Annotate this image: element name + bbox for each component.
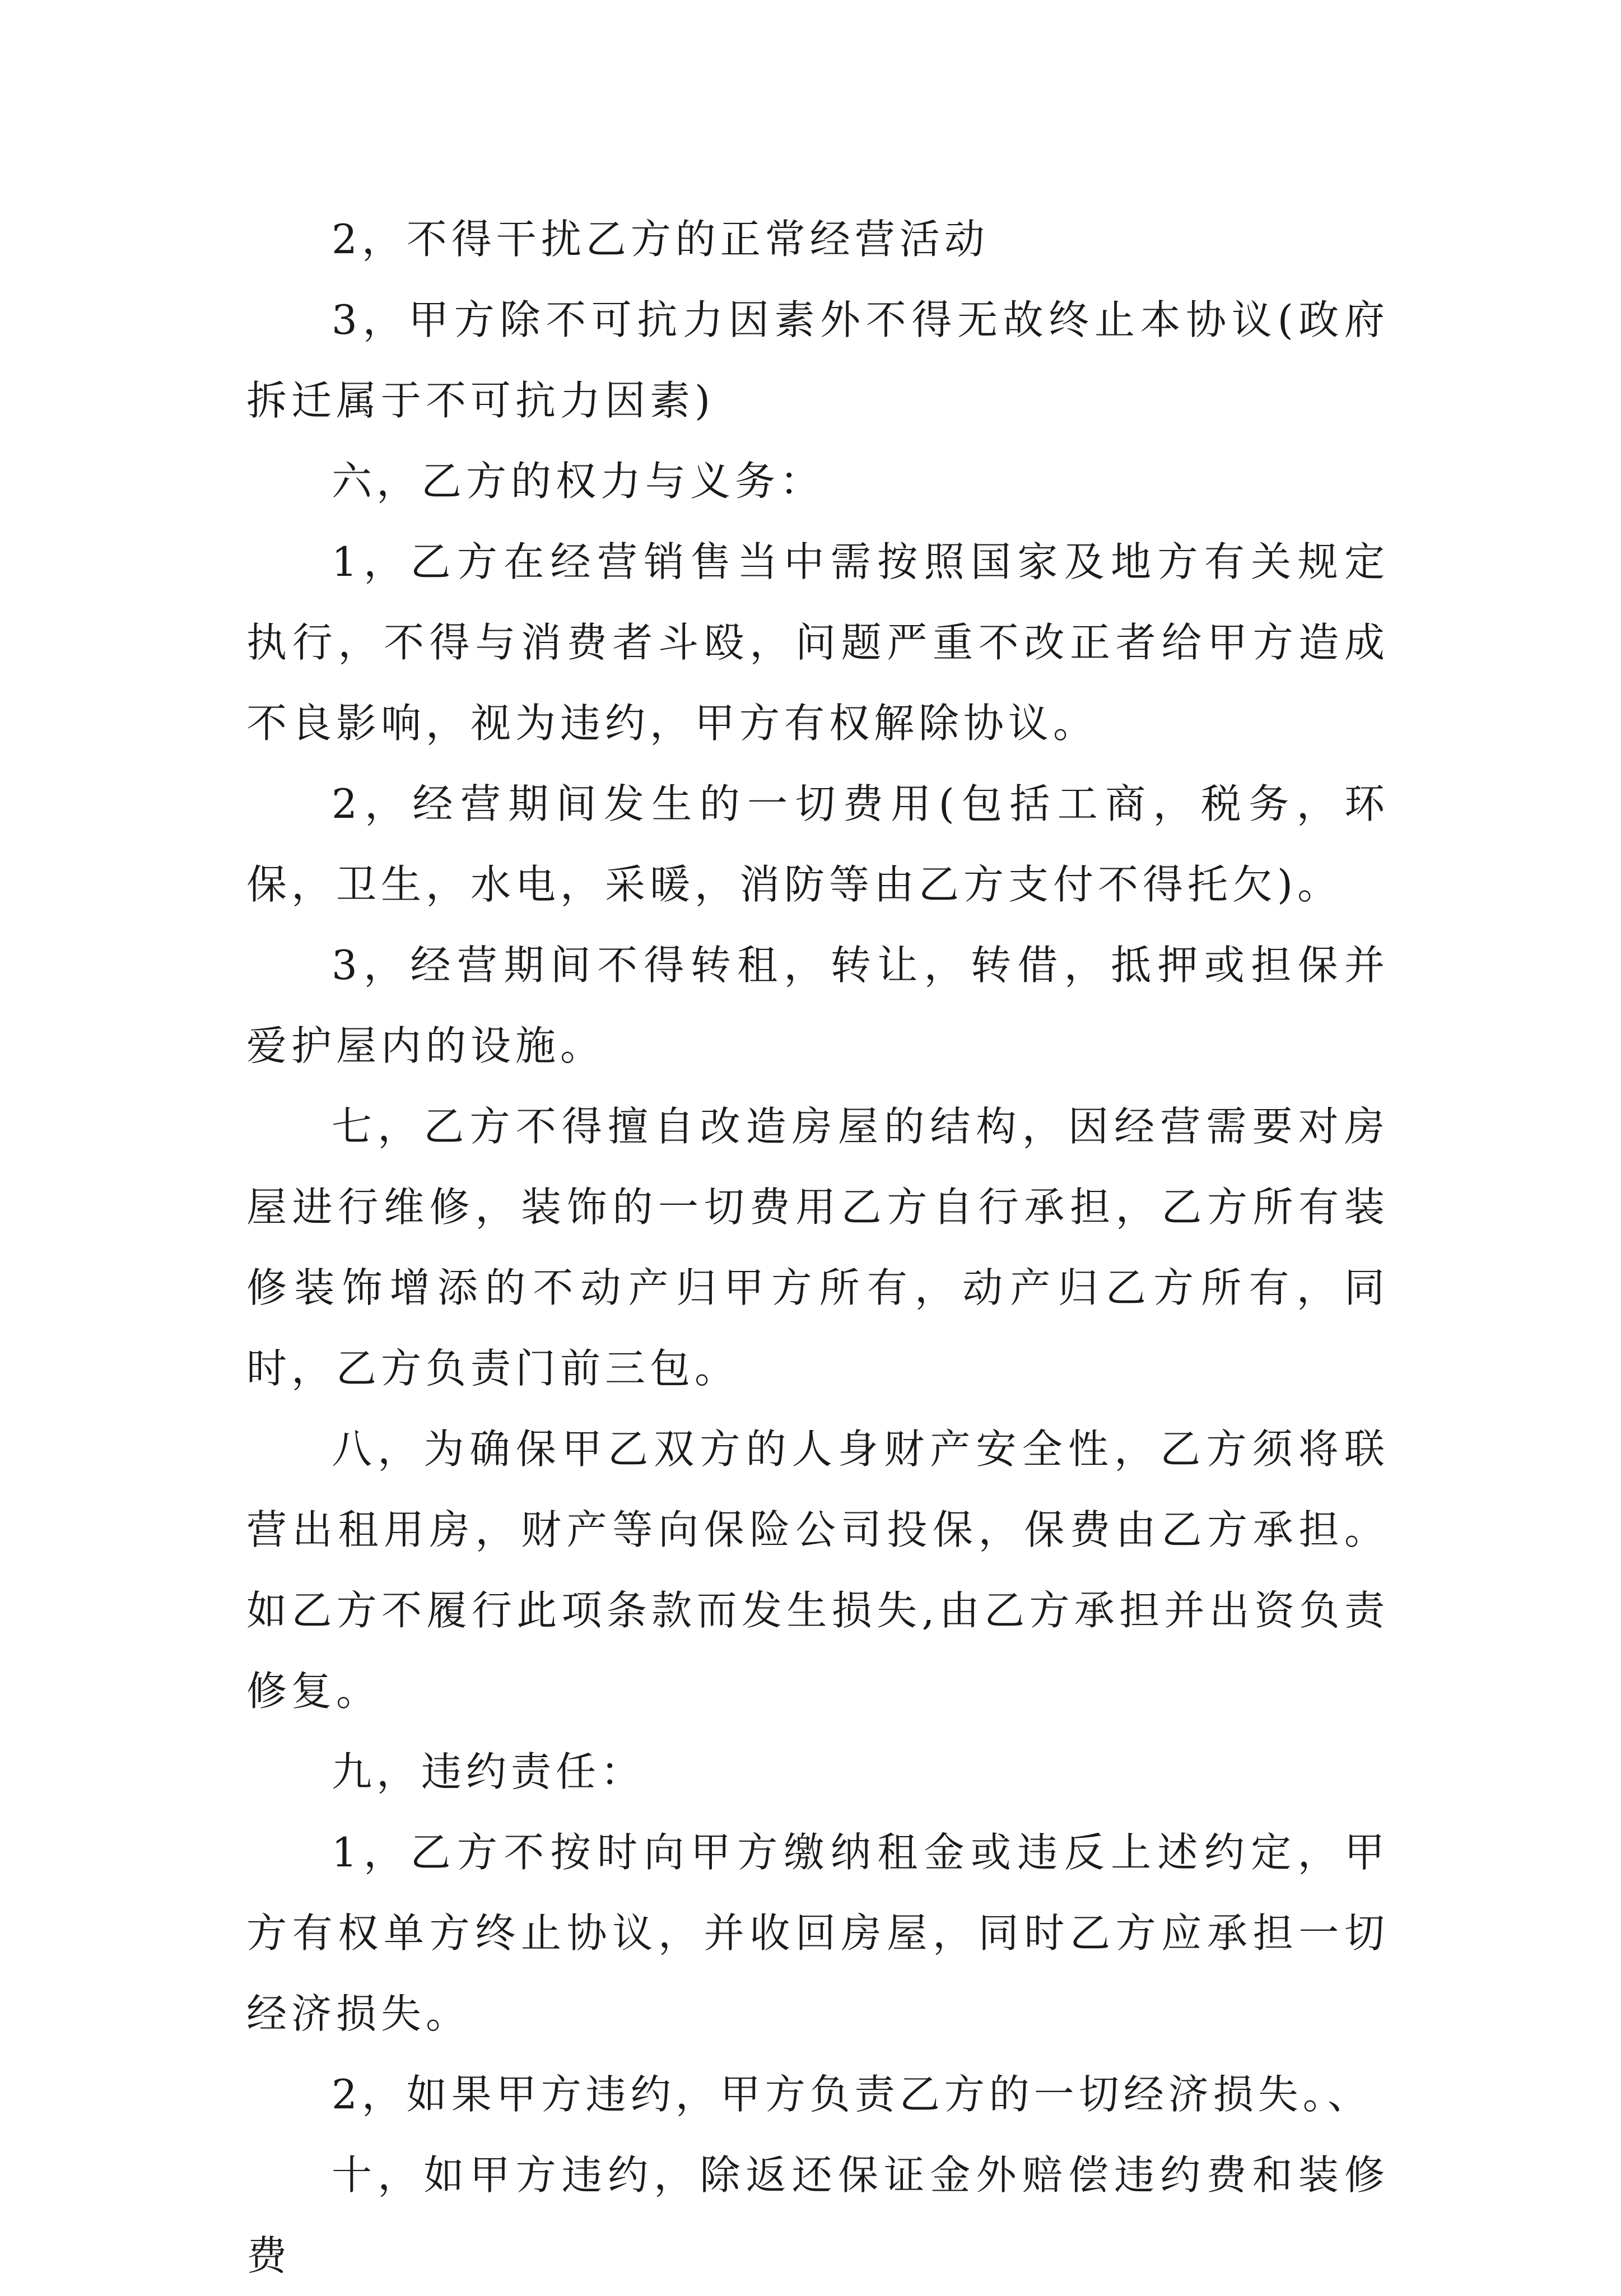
- section-heading-9: 九，违约责任：: [332, 1748, 646, 1795]
- paragraph-section6-item-3: 3，经营期间不得转租，转让，转借，抵押或担保并爱护屋内的设施。: [246, 942, 1389, 1069]
- paragraph-obligation-2: 2，不得干扰乙方的正常经营活动: [332, 216, 989, 263]
- paragraph-section9-item-1: 1，乙方不按时向甲方缴纳租金或违反上述约定，甲方有权单方终止协议，并收回房屋，同时乙方应承担一切经济损失。: [246, 1829, 1389, 2037]
- paragraph-section6-item-2: 2，经营期间发生的一切费用(包括工商，税务，环保，卫生，水电，采暖，消防等由乙方支付不得托欠)。: [246, 780, 1389, 908]
- section-8-paragraph: 八，为确保甲乙双方的人身财产安全性，乙方须将联营出租用房，财产等向保险公司投保，保费由乙方承担。如乙方不履行此项条款而发生损失,由乙方承担并出资负责修复。: [246, 1426, 1389, 1715]
- section-10-paragraph: 十，如甲方违约，除返还保证金外赔偿违约费和装修费: [246, 2151, 1389, 2279]
- paragraph-obligation-3: 3，甲方除不可抗力因素外不得无故终止本协议(政府拆迁属于不可抗力因素): [246, 296, 1389, 424]
- paragraph-section9-item-2: 2，如果甲方违约，甲方负责乙方的一切经济损失。、: [332, 2071, 1372, 2118]
- paragraph-section6-item-1: 1，乙方在经营销售当中需按照国家及地方有关规定执行，不得与消费者斗殴，问题严重不改正者给甲方造成不良影响，视为违约，甲方有权解除协议。: [246, 538, 1389, 747]
- document-body: [246, 199, 1389, 2296]
- section-7-paragraph: 七，乙方不得擅自改造房屋的结构，因经营需要对房屋进行维修，装饰的一切费用乙方自行承担，乙方所有装修装饰增添的不动产归甲方所有，动产归乙方所有，同时，乙方负责门前三包。: [246, 1103, 1389, 1392]
- section-heading-6: 六，乙方的权力与义务：: [332, 458, 825, 505]
